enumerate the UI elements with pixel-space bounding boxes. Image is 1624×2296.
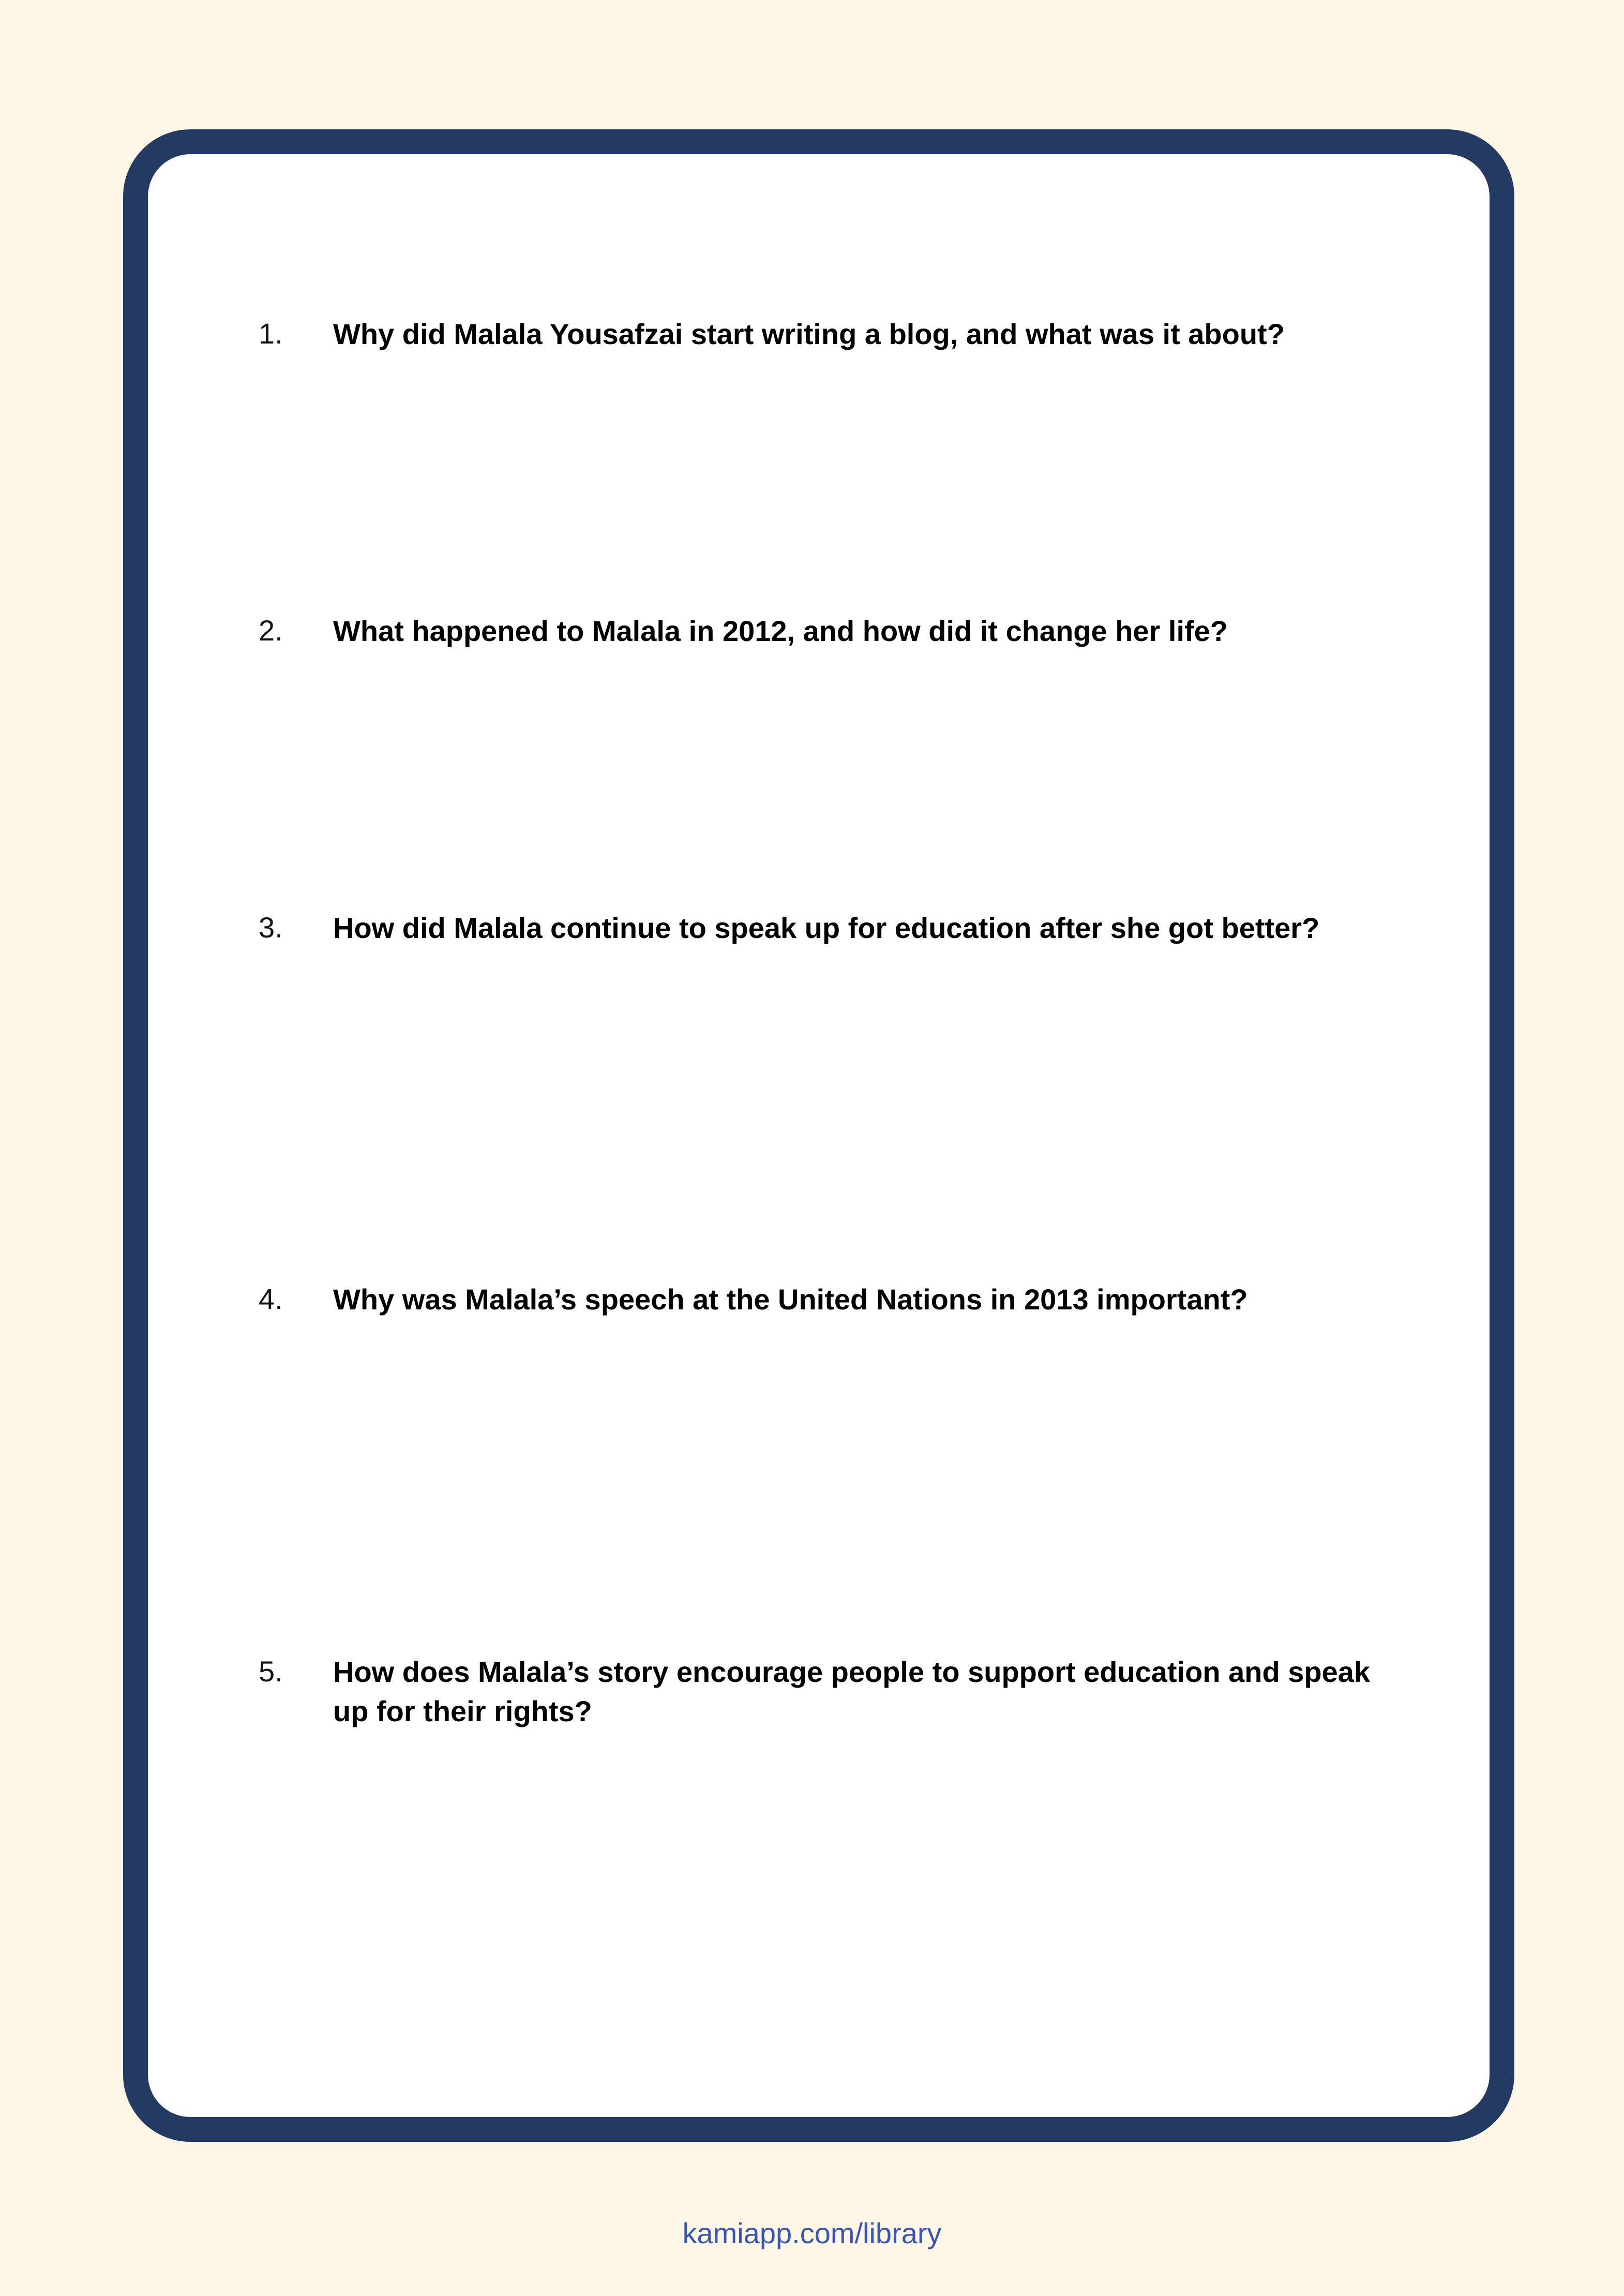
question-number: 4. <box>259 1283 283 1315</box>
question-4 <box>259 1280 1407 1319</box>
question-text: Why was Malala’s speech at the United Nations in 2013 important? <box>333 1283 1248 1316</box>
question-text: What happened to Malala in 2012, and how did it change her life? <box>333 615 1228 647</box>
question-number: 1. <box>259 317 283 350</box>
worksheet-card <box>123 129 1514 2142</box>
question-5 <box>259 1652 1407 1731</box>
footer-link[interactable]: kamiapp.com/library <box>682 2217 942 2249</box>
question-2 <box>259 612 1407 651</box>
question-1 <box>259 315 1407 354</box>
question-3 <box>259 908 1407 948</box>
question-number: 2. <box>259 614 283 647</box>
question-number: 5. <box>259 1655 283 1688</box>
question-text: Why did Malala Yousafzai start writing a blog, and what was it about? <box>333 318 1285 350</box>
question-text: How did Malala continue to speak up for education after she got better? <box>333 912 1320 944</box>
question-number: 3. <box>259 911 283 944</box>
question-text: How does Malala’s story encourage people to support education and speak up for their rights? <box>333 1656 1371 1727</box>
